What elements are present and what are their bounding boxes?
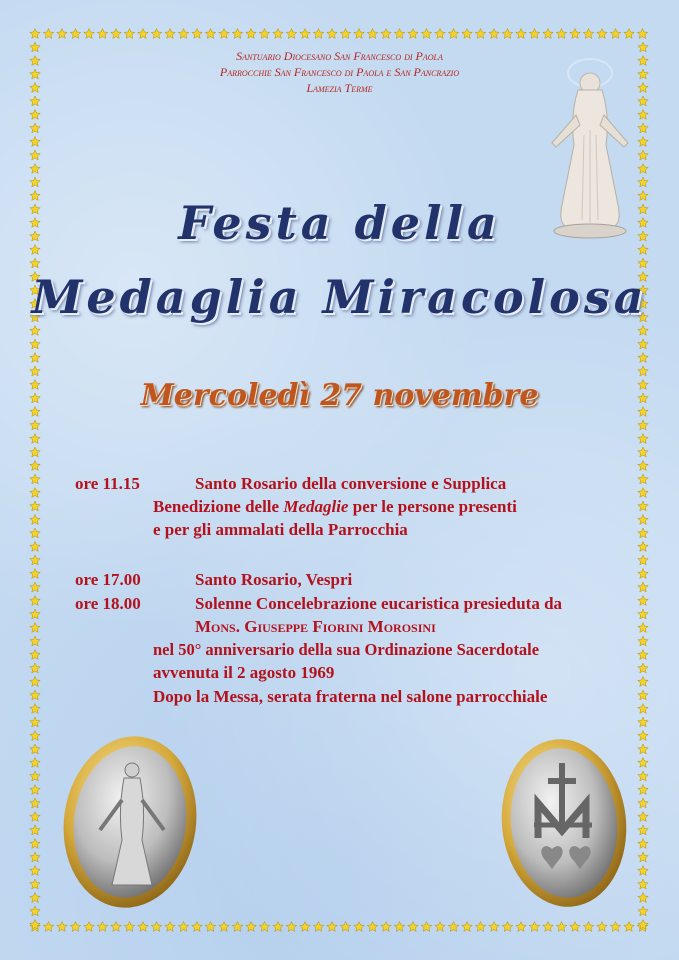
program-item-3: Solenne Concelebrazione eucaristica presieduta da <box>195 594 563 613</box>
program-item-1: Santo Rosario della conversione e Supplica <box>195 474 507 493</box>
border-star <box>556 29 566 39</box>
border-star <box>30 582 40 592</box>
border-star <box>638 461 648 471</box>
miraculous-medal-back-image <box>498 733 630 911</box>
border-star <box>570 922 580 932</box>
border-star <box>246 29 256 39</box>
border-star <box>638 636 648 646</box>
border-star <box>30 798 40 808</box>
border-star <box>529 922 539 932</box>
border-star <box>30 29 40 39</box>
border-star <box>394 29 404 39</box>
border-star <box>30 326 40 336</box>
border-star <box>637 29 647 39</box>
border-star <box>448 922 458 932</box>
border-star <box>638 704 648 714</box>
border-star <box>30 636 40 646</box>
border-star <box>259 29 269 39</box>
header-line-3: Lamezia Terme <box>306 81 373 95</box>
border-star <box>327 29 337 39</box>
border-star <box>367 29 377 39</box>
border-star <box>30 353 40 363</box>
border-star <box>529 29 539 39</box>
border-star <box>97 922 107 932</box>
program-item-1b-post: per le persone presenti <box>348 497 517 516</box>
program-item-1b <box>153 497 517 517</box>
border-star <box>30 879 40 889</box>
border-star <box>192 922 202 932</box>
border-star <box>30 137 40 147</box>
border-star <box>192 29 202 39</box>
border-star <box>638 785 648 795</box>
border-star <box>30 609 40 619</box>
border-star <box>354 29 364 39</box>
border-star <box>30 434 40 444</box>
program-item-3c: nel 50° anniversario della sua Ordinazione Sacerdotale <box>153 640 540 659</box>
border-star <box>30 447 40 457</box>
border-star <box>205 922 215 932</box>
border-star <box>30 663 40 673</box>
border-star <box>30 164 40 174</box>
border-star <box>462 922 472 932</box>
time-3: ore 18.00 <box>75 594 141 613</box>
border-star <box>273 29 283 39</box>
border-star <box>624 922 634 932</box>
border-star <box>30 515 40 525</box>
border-star <box>30 542 40 552</box>
border-star <box>638 596 648 606</box>
border-star <box>178 29 188 39</box>
border-star <box>232 29 242 39</box>
border-star <box>421 922 431 932</box>
border-star <box>30 852 40 862</box>
border-star <box>30 731 40 741</box>
border-star <box>30 420 40 430</box>
border-star <box>408 29 418 39</box>
border-star <box>624 29 634 39</box>
border-star <box>638 555 648 565</box>
border-star <box>638 798 648 808</box>
program-item-3e: Dopo la Messa, serata fraterna nel salone parrocchiale <box>153 687 548 706</box>
title-line-2: Medaglia Miracolosa <box>31 270 648 324</box>
border-star <box>638 663 648 673</box>
border-star <box>30 839 40 849</box>
border-star <box>30 569 40 579</box>
border-star <box>638 893 648 903</box>
border-star <box>165 29 175 39</box>
border-star <box>638 717 648 727</box>
border-star <box>583 29 593 39</box>
border-star <box>30 623 40 633</box>
time-1: ore 11.15 <box>75 474 140 493</box>
border-star <box>638 569 648 579</box>
border-star <box>205 29 215 39</box>
border-star <box>30 555 40 565</box>
border-star <box>30 150 40 160</box>
border-star <box>30 474 40 484</box>
border-star <box>583 922 593 932</box>
border-star <box>638 434 648 444</box>
border-star <box>70 29 80 39</box>
border-star <box>638 609 648 619</box>
border-star <box>259 922 269 932</box>
border-star <box>43 922 53 932</box>
border-star <box>30 744 40 754</box>
border-star <box>638 771 648 781</box>
border-star <box>638 366 648 376</box>
header-line-1: Santuario Diocesano San Francesco di Paola <box>236 49 443 63</box>
border-star <box>57 29 67 39</box>
border-star <box>597 29 607 39</box>
border-star <box>138 922 148 932</box>
border-star <box>124 29 134 39</box>
border-star <box>178 922 188 932</box>
border-star <box>638 353 648 363</box>
border-star <box>638 258 648 268</box>
border-star <box>475 29 485 39</box>
border-star <box>327 922 337 932</box>
border-star <box>313 922 323 932</box>
border-star <box>30 177 40 187</box>
border-star <box>638 488 648 498</box>
border-star <box>489 29 499 39</box>
border-star <box>30 866 40 876</box>
border-star <box>638 326 648 336</box>
border-star <box>638 474 648 484</box>
border-star <box>381 922 391 932</box>
border-star <box>448 29 458 39</box>
border-star <box>638 582 648 592</box>
border-star <box>30 812 40 822</box>
program-item-3d: avvenuta il 2 agosto 1969 <box>153 663 335 682</box>
border-star <box>30 528 40 538</box>
border-star <box>151 922 161 932</box>
border-star <box>111 922 121 932</box>
border-star <box>638 744 648 754</box>
border-star <box>111 29 121 39</box>
border-star <box>638 690 648 700</box>
border-star <box>556 922 566 932</box>
program-item-1b-em: Medaglie <box>283 497 349 516</box>
border-star <box>638 515 648 525</box>
border-star <box>638 879 648 889</box>
border-star <box>30 596 40 606</box>
border-star <box>43 29 53 39</box>
miraculous-medal-front-image <box>60 730 200 910</box>
border-star <box>638 866 648 876</box>
program-item-1c: e per gli ammalati della Parrocchia <box>153 520 408 539</box>
border-star <box>84 922 94 932</box>
border-star <box>638 650 648 660</box>
border-star <box>30 110 40 120</box>
border-star <box>638 420 648 430</box>
border-star <box>475 922 485 932</box>
border-star <box>354 922 364 932</box>
border-star <box>638 812 648 822</box>
border-star <box>30 677 40 687</box>
border-star <box>30 704 40 714</box>
border-star <box>138 29 148 39</box>
border-star <box>597 922 607 932</box>
border-star <box>638 623 648 633</box>
border-star <box>300 922 310 932</box>
border-star <box>30 488 40 498</box>
program-item-2: Santo Rosario, Vespri <box>195 570 353 589</box>
border-star <box>30 501 40 511</box>
border-star <box>30 785 40 795</box>
border-star <box>489 922 499 932</box>
border-star <box>30 906 40 916</box>
border-star <box>462 29 472 39</box>
border-star <box>30 96 40 106</box>
border-star <box>30 690 40 700</box>
border-star <box>30 461 40 471</box>
border-star <box>381 29 391 39</box>
border-star <box>30 771 40 781</box>
border-star <box>638 501 648 511</box>
border-star <box>30 758 40 768</box>
border-star <box>610 922 620 932</box>
border-star <box>638 677 648 687</box>
border-star <box>84 29 94 39</box>
border-star <box>638 528 648 538</box>
border-star <box>313 29 323 39</box>
border-star <box>408 922 418 932</box>
border-star <box>502 29 512 39</box>
border-star <box>300 29 310 39</box>
border-star <box>30 339 40 349</box>
border-star <box>30 366 40 376</box>
border-star <box>70 922 80 932</box>
border-star <box>286 922 296 932</box>
border-star <box>638 731 648 741</box>
border-star <box>219 29 229 39</box>
border-star <box>367 922 377 932</box>
border-star <box>435 922 445 932</box>
border-star <box>30 258 40 268</box>
border-star <box>246 922 256 932</box>
border-star <box>638 758 648 768</box>
border-star <box>543 29 553 39</box>
border-star <box>97 29 107 39</box>
border-star <box>435 29 445 39</box>
border-star <box>165 922 175 932</box>
border-star <box>543 922 553 932</box>
header-line-2: Parrocchie San Francesco di Paola e San Pancrazio <box>219 65 460 79</box>
title-line-1: Festa della <box>178 196 501 250</box>
border-star <box>638 825 648 835</box>
border-star <box>421 29 431 39</box>
border-star <box>638 852 648 862</box>
border-star <box>124 922 134 932</box>
border-star <box>286 29 296 39</box>
border-star <box>502 922 512 932</box>
border-star <box>273 922 283 932</box>
event-date: Mercoledì 27 novembre <box>140 378 539 413</box>
border-star <box>30 893 40 903</box>
border-star <box>638 339 648 349</box>
border-star <box>610 29 620 39</box>
border-star <box>638 839 648 849</box>
celebrant-name: Mons. Giuseppe Fiorini Morosini <box>195 617 436 636</box>
time-2: ore 17.00 <box>75 570 141 589</box>
border-star <box>30 825 40 835</box>
border-star <box>570 29 580 39</box>
border-star <box>57 922 67 932</box>
border-star <box>340 29 350 39</box>
border-star <box>30 650 40 660</box>
border-star <box>30 717 40 727</box>
border-star <box>638 906 648 916</box>
border-star <box>340 922 350 932</box>
border-star <box>638 542 648 552</box>
border-star <box>638 447 648 457</box>
border-star <box>516 922 526 932</box>
program-item-1b-pre: Benedizione delle <box>153 497 284 516</box>
border-star <box>232 922 242 932</box>
border-star <box>151 29 161 39</box>
border-star <box>30 123 40 133</box>
border-star <box>219 922 229 932</box>
border-star <box>516 29 526 39</box>
border-star <box>394 922 404 932</box>
